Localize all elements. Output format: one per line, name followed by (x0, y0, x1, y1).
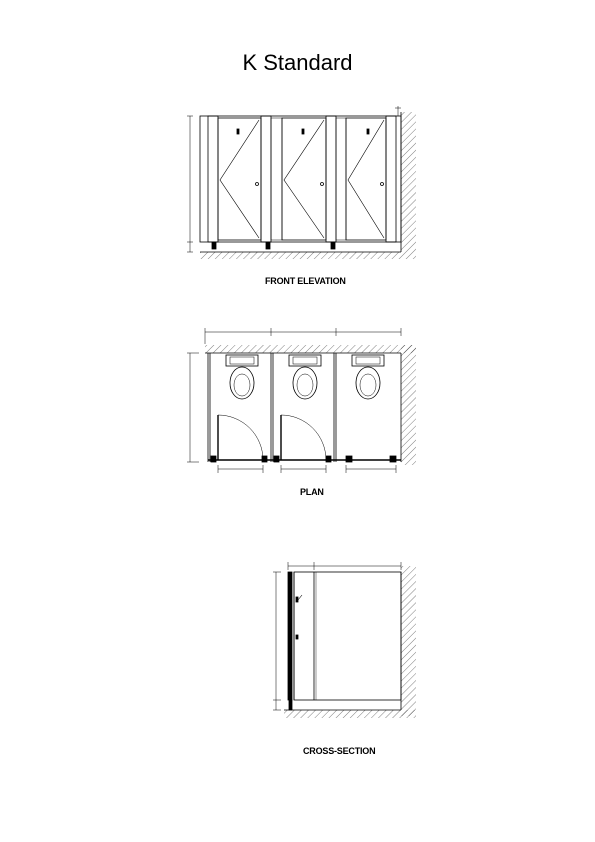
section-floor-hatch (284, 710, 416, 718)
elevation-floor-hatch (200, 252, 416, 259)
cross-section-drawing (273, 562, 416, 718)
pedestal-foot (212, 242, 216, 249)
plan-drawing (187, 328, 416, 473)
elevation-door-2 (282, 118, 326, 240)
front-elevation-drawing (187, 106, 416, 259)
pilaster (261, 116, 271, 242)
plan-door-swing-1 (218, 415, 263, 460)
pilaster (386, 116, 396, 242)
cross-section-caption: CROSS-SECTION (303, 746, 376, 756)
plan-back-wall-hatch (205, 345, 416, 353)
section-wall-hatch (401, 566, 416, 716)
toilet-2 (289, 355, 321, 399)
pedestal-foot (266, 242, 270, 249)
plan-side-wall-hatch (401, 345, 416, 465)
toilet-1 (226, 355, 258, 399)
page-title: K Standard (242, 50, 353, 75)
pilaster (326, 116, 336, 242)
elevation-door-1 (218, 118, 261, 240)
pilaster (208, 116, 218, 242)
toilet-3 (352, 355, 384, 399)
section-side-panel (294, 572, 401, 700)
front-elevation-caption: FRONT ELEVATION (265, 276, 346, 286)
plan-door-swing-2 (281, 415, 326, 460)
section-door-panel (288, 572, 292, 700)
plan-caption: PLAN (300, 487, 324, 497)
pedestal-foot (331, 242, 335, 249)
elevation-door-3 (346, 118, 386, 240)
elevation-wall-hatch (401, 112, 416, 252)
